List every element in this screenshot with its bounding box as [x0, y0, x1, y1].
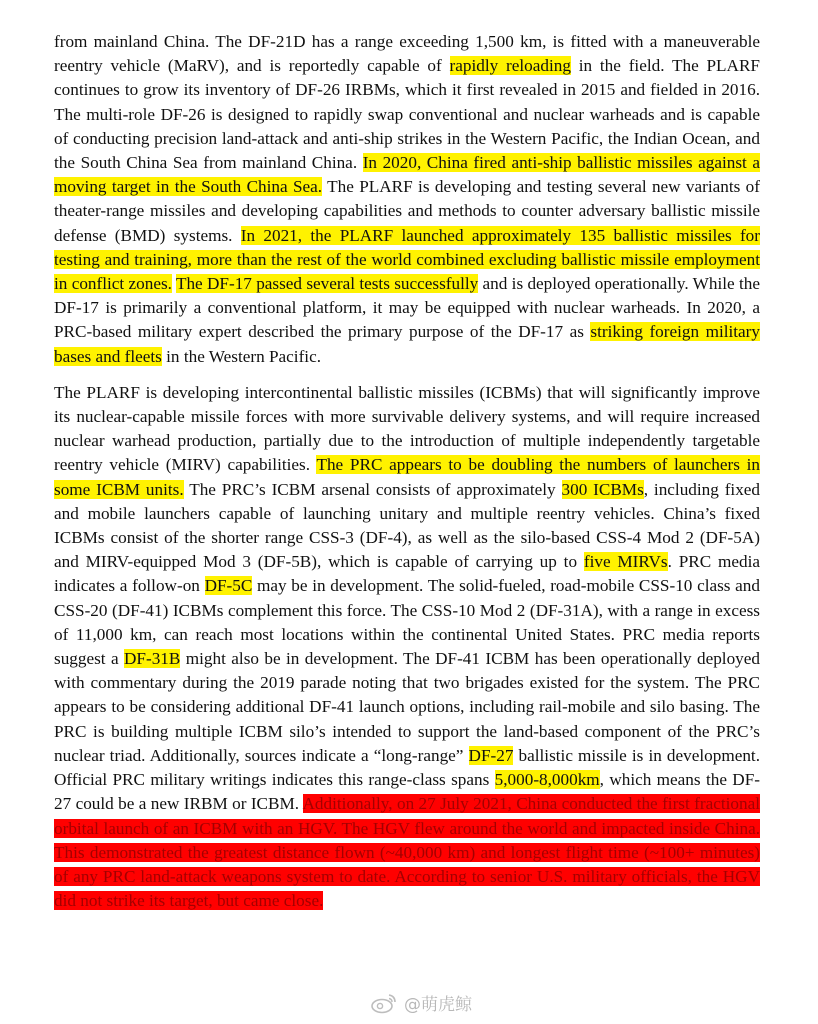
yellow-highlighted-text: 5,000-8,000km: [494, 770, 600, 790]
yellow-highlighted-text: DF-31B: [124, 649, 181, 669]
body-text: The PRC’s ICBM arsenal consists of approximately: [183, 479, 562, 499]
yellow-highlighted-text: The DF-17 passed several tests successfully: [175, 274, 479, 294]
body-text: and is deployed operationally. While the DF-17 is primarily a conventional platform, it may be equipped with nuclear warheads. In 2020, a PRC-based military expert described the primary purpose of the DF-17 as: [54, 274, 760, 342]
yellow-highlighted-text: DF-27: [468, 745, 514, 765]
document-page: [54, 30, 760, 913]
paragraph-icbm-development: [54, 381, 760, 913]
yellow-highlighted-text: striking foreign military bases and fleets: [54, 322, 760, 366]
body-text: may be in development. The solid-fueled, road-mobile CSS-10 class and CSS-20 (DF-41) ICBMs complement this force. The CSS-10 Mod 2 (DF-31A), with a range in excess of 11,000 km, can reach most locations within the continental United States. PRC media reports suggest a: [54, 576, 760, 669]
body-text: from mainland China. The DF-21D has a range exceeding 1,500 km, is fitted with a maneuverable reentry vehicle (MaRV), and is reportedly capable of: [54, 32, 760, 76]
body-text: , including fixed and mobile launchers capable of launching unitary and multiple reentry vehicles. China’s fixed ICBMs consist of the shorter range CSS-3 (DF-4), as well as the silo-based CSS-4 Mod 2 (DF-5A) and MIRV-equipped Mod 3 (DF-5B), which is capable of carrying up to: [54, 479, 761, 572]
yellow-highlighted-text: 300 ICBMs: [561, 479, 644, 499]
yellow-highlighted-text: In 2020, China fired anti-ship ballistic missiles against a moving target in the South China Sea.: [54, 153, 760, 197]
body-text: in the Western Pacific.: [161, 346, 322, 366]
paragraph-df21-df26-df17: [54, 30, 760, 369]
yellow-highlighted-text: In 2021, the PLARF launched approximately 135 ballistic missiles for testing and training, more than the rest of the world combined excluding ballistic missile employment in conflict zones.: [54, 225, 760, 294]
body-text: ballistic missile is in development. Official PRC military writings indicates this range-class spans: [54, 745, 760, 790]
watermark-text: @萌虎鲸: [404, 995, 472, 1015]
body-text: . PRC media indicates a follow-on: [54, 552, 760, 596]
yellow-highlighted-text: DF-5C: [204, 576, 253, 596]
weibo-icon: [370, 992, 398, 1014]
body-text: The PLARF is developing intercontinental ballistic missiles (ICBMs) that will significantly improve its nuclear-capable missile forces with more survivable delivery systems, and will require increased nuclear warhead production, partially due to the introduction of multiple independently targetable reentry vehicle (MIRV) capabilities.: [54, 382, 760, 475]
body-text: might also be in development. The DF-41 ICBM has been operationally deployed with commentary during the 2019 parade noting that two brigades existed for the system. The PRC appears to be considering additional DF-41 launch options, including rail-mobile and silo basing. The PRC is building multiple ICBM silo’s intended to support the land-based component of the PRC’s nuclear triad. Additionally, sources indicate a “long-range”: [54, 649, 760, 765]
red-highlighted-text: Additionally, on 27 July 2021, China conducted the first fractional orbital launch of an ICBM with an HGV. The HGV flew around the world and impacted inside China. This demonstrated the greatest distance flown (~40,000 km) and longest flight time (~100+ minutes) of any PRC land-attack weapons system to date. According to senior U.S. military officials, the HGV did not strike its target, but came close.: [54, 794, 760, 911]
yellow-highlighted-text: The PRC appears to be doubling the numbers of launchers in some ICBM units.: [54, 455, 760, 499]
yellow-highlighted-text: five MIRVs: [583, 552, 668, 572]
yellow-highlighted-text: rapidly reloading: [449, 56, 571, 76]
watermark: [370, 990, 472, 1015]
body-text: , which means the DF-27 could be a new IRBM or ICBM.: [54, 770, 760, 814]
body-text: The PLARF is developing and testing several new variants of theater-range missiles and developing capabilities and methods to counter adversary ballistic missile defense (BMD) systems.: [54, 177, 761, 245]
body-text: in the field. The PLARF continues to grow its inventory of DF-26 IRBMs, which it first revealed in 2015 and fielded in 2016. The multi-role DF-26 is designed to rapidly swap conventional and nuclear warheads and is capable of conducting precision land-attack and anti-ship strikes in the Western Pacific, the Indian Ocean, and the South China Sea from mainland China.: [54, 56, 760, 173]
